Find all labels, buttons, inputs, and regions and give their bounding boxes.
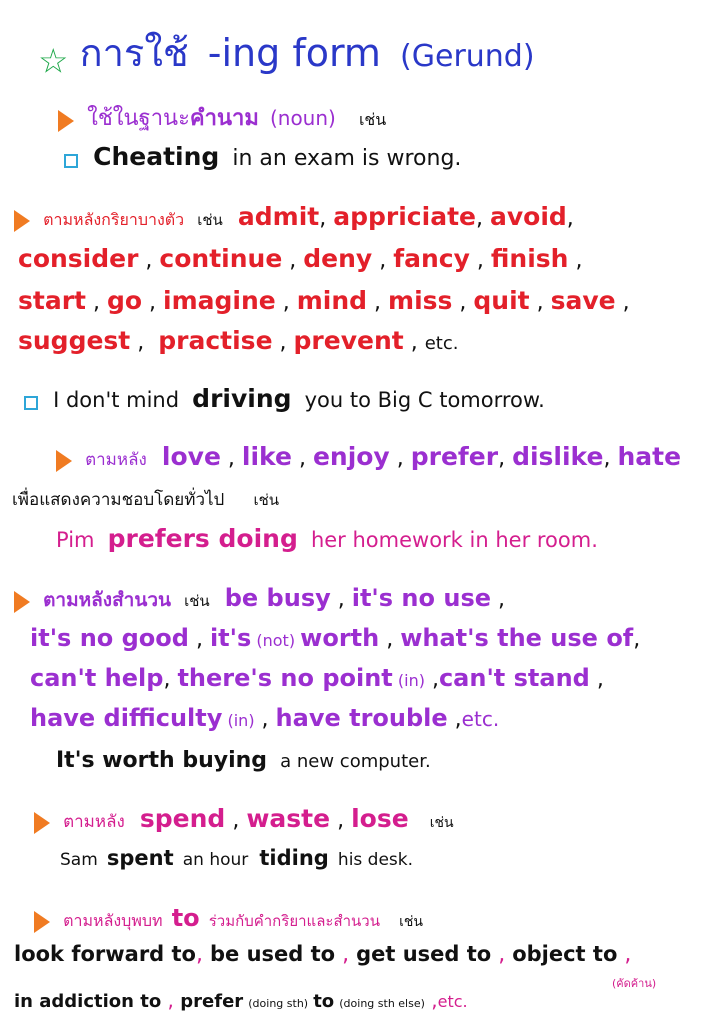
s2-word: practise — [158, 326, 273, 355]
s6-to: to — [171, 904, 200, 932]
s5-ex-bold: tiding — [259, 846, 329, 870]
title-thai: การใช้ — [79, 31, 189, 75]
triangle-icon — [34, 911, 50, 933]
s6-note-text: (คัดค้าน) — [612, 977, 657, 990]
s4-line3: can't help, there's no point (in) ,can't stand , — [30, 664, 604, 692]
s3-thai: ตามหลัง — [85, 450, 147, 470]
s3-ex-bold: prefers doing — [107, 524, 298, 553]
s6-phrase: get used to — [356, 942, 492, 966]
s5-ex-bold: spent — [106, 846, 174, 870]
s4-phrase: what's the use of — [400, 624, 634, 652]
s5-such: เช่น — [429, 815, 454, 831]
s1-thai-b: คำนาม — [189, 106, 259, 131]
s3-word: dislike — [512, 442, 604, 471]
s4-phrase: have trouble — [275, 704, 448, 732]
section-verbs: ตามหลังกริยาบางตัว เช่น admit, appriciate, avoid, — [14, 202, 574, 233]
s4-example — [56, 748, 431, 773]
section-idioms: ตามหลังสำนวน เช่น be busy , it's no use , — [14, 584, 505, 615]
s4-in: (in) — [397, 671, 425, 690]
s4-phrase: can't help — [30, 664, 164, 692]
section-prepositions — [34, 904, 423, 934]
s1-ex-rest: in an exam is wrong. — [232, 146, 462, 171]
s6-phrase: object to — [512, 942, 618, 966]
s4-line4: have difficulty (in) , have trouble ,etc. — [30, 704, 500, 732]
s6-phrase: be used to — [210, 942, 336, 966]
s4-etc: etc. — [461, 707, 500, 731]
s2-word: mind — [296, 286, 368, 315]
s2-line3: start , go , imagine , mind , miss , quit , save , — [18, 286, 630, 315]
s4-such: เช่น — [184, 592, 210, 610]
s6-phrase: look forward to — [14, 942, 196, 966]
triangle-icon — [34, 812, 50, 834]
section-spend: ตามหลัง spend , waste , lose เช่น — [34, 804, 454, 835]
s2-ex-a: I don't mind — [53, 388, 180, 412]
s2-word: consider — [18, 244, 139, 273]
s2-word: quit — [473, 286, 530, 315]
s6-phrase: prefer — [180, 991, 244, 1012]
s4-phrase: worth — [300, 624, 380, 652]
s2-such: เช่น — [197, 211, 223, 229]
title-row — [38, 22, 535, 83]
s2-word: fancy — [393, 244, 470, 273]
s2-word: admit — [237, 202, 320, 231]
s2-word: continue — [159, 244, 283, 273]
star-icon: ☆ — [38, 41, 69, 82]
s2-line4: suggest , practise , prevent , etc. — [18, 326, 459, 355]
s5-ex-c: his desk. — [337, 850, 414, 870]
s6-paren: (doing sth else) — [339, 997, 425, 1010]
triangle-icon — [56, 450, 72, 472]
s3-thai2: เพื่อแสดงความชอบโดยทั่วไป — [12, 490, 225, 510]
s2-word: miss — [388, 286, 453, 315]
s2-thai: ตามหลังกริยาบางตัว — [43, 210, 185, 229]
s3-example — [56, 524, 598, 553]
s6-thai-a: ตามหลังบุพบท — [63, 911, 163, 930]
s6-line2: in addiction to , prefer (doing sth) to (doing sth else) ,etc. — [14, 988, 468, 1012]
s4-line2: it's no good , it's (not) worth , what's the use of, — [30, 624, 641, 652]
s4-ex-bold: It's worth buying — [56, 748, 268, 773]
s5-example — [60, 846, 413, 870]
s6-line1: look forward to, be used to , get used to , object to , — [14, 942, 632, 967]
triangle-icon — [14, 210, 30, 232]
square-icon — [64, 154, 78, 168]
s3-ex-a: Pim — [56, 528, 95, 552]
s2-word: appriciate — [333, 202, 476, 231]
s5-thai: ตามหลัง — [63, 812, 125, 832]
s5-word: waste — [246, 804, 331, 833]
s2-ex-b: you to Big C tomorrow. — [304, 388, 545, 412]
s3-word: enjoy — [312, 442, 390, 471]
s3-word: love — [161, 442, 221, 471]
s5-word: lose — [351, 804, 409, 833]
s6-phrase: in addiction to — [14, 991, 162, 1012]
s4-in: (in) — [227, 711, 255, 730]
s1-noun: (noun) — [269, 106, 336, 130]
s4-phrase: it's no use — [351, 584, 491, 612]
s5-ex-a: Sam — [60, 850, 98, 870]
s5-ex-b: an hour — [182, 850, 249, 870]
s4-phrase: it's — [209, 624, 252, 652]
triangle-icon — [14, 591, 30, 613]
s4-phrase: it's no good — [30, 624, 189, 652]
s6-thai-b: ร่วมกับคำกริยาและสำนวน — [208, 912, 380, 930]
s2-word: start — [18, 286, 86, 315]
s3-word: like — [241, 442, 292, 471]
s2-word: deny — [303, 244, 373, 273]
s4-not: (not) — [256, 631, 296, 650]
square-icon — [24, 396, 38, 410]
triangle-icon — [58, 110, 74, 132]
s2-word: imagine — [163, 286, 276, 315]
s2-word: save — [550, 286, 616, 315]
s2-word: avoid — [489, 202, 567, 231]
s2-word: go — [106, 286, 143, 315]
s1-example — [64, 142, 461, 171]
s3-word: hate — [617, 442, 682, 471]
s2-ex-bold: driving — [192, 384, 292, 413]
s2-example — [24, 384, 545, 413]
s6-note — [612, 972, 656, 992]
s3-word: prefer — [410, 442, 499, 471]
section-likes: ตามหลัง love , like , enjoy , prefer, dislike, hate — [56, 442, 681, 473]
s4-phrase: be busy — [224, 584, 331, 612]
s3-line2 — [12, 486, 279, 513]
s2-word: prevent — [293, 326, 404, 355]
s2-etc: etc. — [424, 333, 459, 354]
title-main: -ing form — [207, 31, 381, 75]
s4-phrase: there's no point — [177, 664, 393, 692]
s1-thai-a: ใช้ในฐานะ — [87, 106, 190, 131]
s5-word: spend — [139, 804, 226, 833]
s6-etc: etc. — [437, 992, 468, 1011]
s6-such: เช่น — [399, 914, 423, 930]
s6-phrase: to — [313, 991, 335, 1012]
s4-thai: ตามหลังสำนวน — [43, 589, 171, 611]
s3-such: เช่น — [253, 491, 279, 509]
s1-such: เช่น — [358, 110, 387, 129]
s4-phrase: have difficulty — [30, 704, 223, 732]
s4-ex-b: a new computer. — [280, 751, 431, 772]
section-noun — [58, 100, 386, 135]
s4-phrase: can't stand — [438, 664, 590, 692]
s2-word: finish — [490, 244, 569, 273]
s2-line2: consider , continue , deny , fancy , finish , — [18, 244, 583, 273]
title-paren: (Gerund) — [400, 39, 535, 74]
s1-ex-bold: Cheating — [93, 142, 220, 171]
s3-ex-b: her homework in her room. — [310, 528, 598, 552]
s6-paren: (doing sth) — [248, 997, 309, 1010]
s2-word: suggest — [18, 326, 131, 355]
